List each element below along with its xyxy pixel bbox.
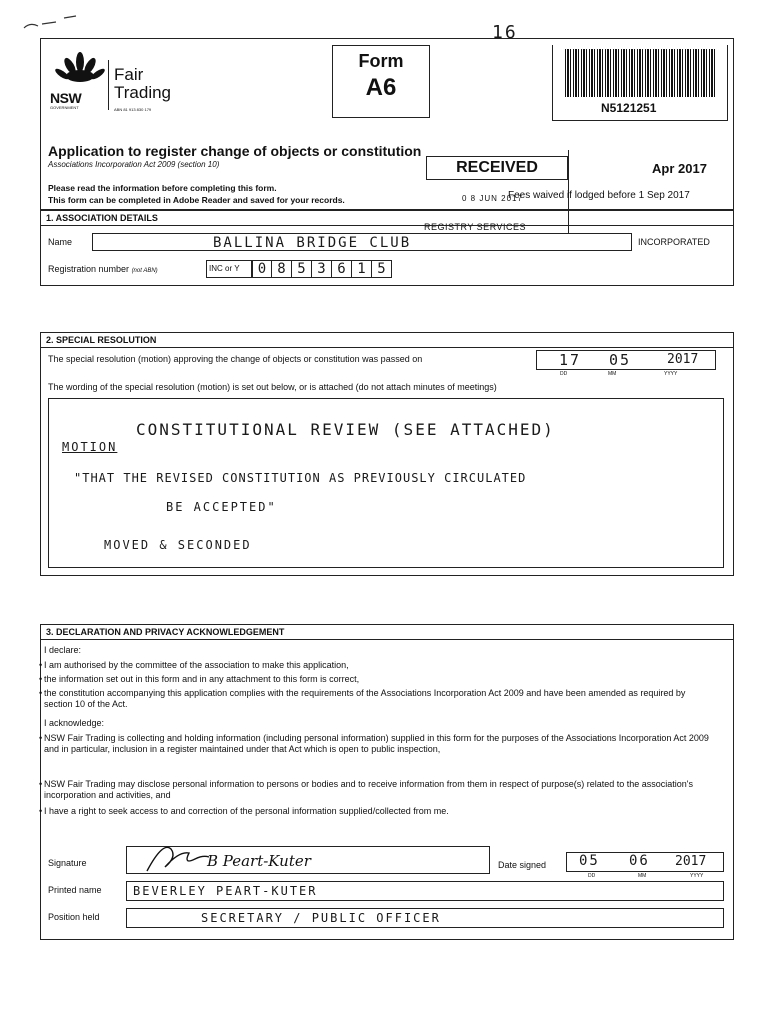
acknowledge-item: • NSW Fair Trading is collecting and holding information (including personal information) supplied in this form for the purposes of the Associations Incorporation Act 2009 and in particular, inclusion in a register maintained under that Act which is open to public inspection,	[44, 733, 714, 755]
date-signed-label: Date signed	[498, 860, 547, 870]
printed-name-value: BEVERLEY PEART-KUTER	[133, 884, 318, 898]
date-signed-yyyy: 2017	[675, 854, 707, 869]
motion-line-1: CONSTITUTIONAL REVIEW (SEE ATTACHED)	[136, 420, 555, 439]
position-value: SECRETARY / PUBLIC OFFICER	[201, 911, 441, 925]
passed-text: The special resolution (motion) approving the change of objects or constitution was passed on	[48, 354, 423, 364]
date-signed-mm: 06	[629, 853, 650, 869]
signature-field[interactable]	[126, 846, 490, 874]
declare-item: • I am authorised by the committee of the association to make this application,	[44, 660, 714, 671]
reg-digit[interactable]: 1	[352, 260, 372, 278]
signature-value: B Peart-Kuter	[207, 852, 311, 870]
abn-text: ABN 81 913 830 179	[114, 107, 152, 112]
received-stamp: RECEIVED	[426, 156, 568, 180]
section3-heading: 3. DECLARATION AND PRIVACY ACKNOWLEDGEMENT	[41, 625, 733, 640]
form-subtitle: Associations Incorporation Act 2009 (section 10)	[48, 160, 220, 169]
instruction-1: Please read the information before completing this form.	[48, 183, 277, 193]
section2-heading: 2. SPECIAL RESOLUTION	[41, 333, 733, 348]
resolution-date-field[interactable]	[536, 350, 716, 370]
declare-item: • the information set out in this form and in any attachment to this form is correct,	[44, 674, 714, 685]
form-code-box	[332, 45, 430, 118]
reg-label: Registration number	[48, 264, 130, 274]
printed-name-field[interactable]	[126, 881, 724, 901]
reg-digit[interactable]: 0	[252, 260, 272, 278]
logo-divider	[108, 60, 109, 110]
motion-line-3: "THAT THE REVISED CONSTITUTION AS PREVIOUSLY CIRCULATED	[74, 471, 527, 485]
nsw-text: NSW	[50, 90, 82, 106]
reg-digit[interactable]: 6	[332, 260, 352, 278]
reg-prefix-box: INC or Y	[206, 260, 252, 278]
name-value: BALLINA BRIDGE CLUB	[213, 235, 412, 251]
wording-text: The wording of the special resolution (motion) is set out below, or is attached (do not attach minutes of meetings)	[48, 382, 497, 392]
name-field[interactable]	[92, 233, 632, 251]
signature-scribble	[143, 841, 213, 877]
resolution-date-dd: 17	[559, 351, 582, 369]
stamp-registry: REGISTRY SERVICES	[424, 222, 527, 232]
stamp-date: 0 8 JUN 2017	[462, 194, 523, 203]
acknowledge-label: I acknowledge:	[44, 718, 105, 728]
barcode-number: N5121251	[601, 101, 657, 115]
resolution-date-mm: 05	[609, 351, 632, 369]
trading-text: Trading	[114, 83, 172, 102]
declare-item: • the constitution accompanying this application complies with the requirements of the Associations Incorporation Act 2009 and have been amended as required by section 10 of the Act.	[44, 688, 714, 710]
form-title: Application to register change of objects or constitution	[48, 143, 422, 159]
reg-note: (not ABN)	[131, 268, 158, 274]
nsw-logo	[50, 48, 110, 108]
resolution-date-yyyy: 2017	[667, 352, 699, 367]
motion-line-5: MOVED & SECONDED	[104, 538, 252, 552]
name-label: Name	[48, 237, 73, 247]
motion-line-4: BE ACCEPTED"	[166, 500, 277, 514]
declare-label: I declare:	[44, 645, 82, 655]
resolution-yyyy-label: YYYY	[664, 371, 678, 377]
acknowledge-item: • NSW Fair Trading may disclose personal information to persons or bodies and to receive information from them in respect of purpose(s) related to the association's incorporation and activities, and	[44, 779, 714, 801]
edition-date: Apr 2017	[652, 161, 707, 176]
printed-name-label: Printed name	[48, 885, 102, 895]
date-signed-field[interactable]	[566, 852, 724, 872]
position-label: Position held	[48, 912, 100, 922]
instruction-2: This form can be completed in Adobe Reader and saved for your records.	[48, 195, 345, 205]
section1-heading: 1. ASSOCIATION DETAILS	[41, 211, 733, 226]
gov-text: GOVERNMENT	[50, 105, 79, 110]
reg-number-label	[48, 264, 158, 274]
acknowledge-item: • I have a right to seek access to and correction of the personal information supplied/collected from me.	[44, 806, 714, 817]
header-scribble: 16	[492, 22, 518, 43]
reg-digit[interactable]: 8	[272, 260, 292, 278]
signed-dd-label: DD	[588, 873, 596, 879]
form-label: Form	[358, 51, 404, 71]
position-field[interactable]	[126, 908, 724, 928]
reg-digit[interactable]: 5	[292, 260, 312, 278]
barcode-box	[552, 45, 728, 121]
incorporated-label: INCORPORATED	[638, 237, 710, 247]
fees-note: Fees waived if lodged before 1 Sep 2017	[508, 190, 690, 201]
form-code: A6	[365, 74, 397, 101]
corner-scribble	[20, 10, 90, 34]
resolution-mm-label: MM	[608, 371, 617, 377]
motion-line-2: MOTION	[62, 440, 118, 454]
signature-label: Signature	[48, 858, 87, 868]
reg-digit[interactable]: 5	[372, 260, 392, 278]
signed-yyyy-label: YYYY	[690, 873, 704, 879]
reg-digit-row	[252, 260, 392, 278]
date-signed-dd: 05	[579, 853, 600, 869]
fair-text: Fair	[114, 65, 144, 84]
reg-digit[interactable]: 3	[312, 260, 332, 278]
signed-mm-label: MM	[638, 873, 647, 879]
resolution-dd-label: DD	[560, 371, 568, 377]
barcode-bars	[565, 49, 715, 97]
waratah-icon	[50, 48, 110, 88]
